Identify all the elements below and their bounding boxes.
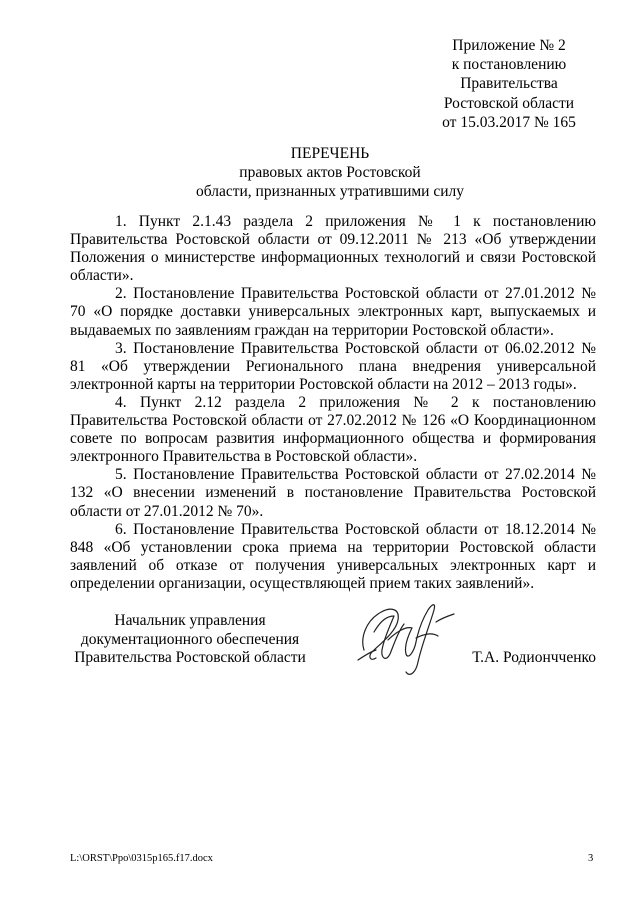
list-item: 3. Постановление Правительства Ростовской области от 06.02.2012 № 81 «Об утверждении Регионального плана внедрения универсальной электронной карты на территории Ростовской области на 2012 – 2013 годы». bbox=[70, 339, 596, 393]
list-item: 2. Постановление Правительства Ростовской области от 27.01.2012 № 70 «О порядке доставки универсальных электронных карт, выпускаемых и выдаваемых по заявлениям граждан на территории Ростовской области». bbox=[70, 285, 596, 339]
footer-file-path: L:\ORST\Ppo\0315p165.f17.docx bbox=[70, 853, 213, 864]
document-heading bbox=[70, 0, 590, 200]
acts-list bbox=[70, 213, 596, 593]
list-item: 4. Пункт 2.12 раздела 2 приложения № 2 к постановлению Правительства Ростовской области от 27.02.2012 № 126 «О Координационном совете по вопросам развития информационного общества и формирования электронного Правительства в Ростовской области». bbox=[70, 393, 596, 466]
document-subtitle-line: области, признанных утратившими силу bbox=[195, 183, 465, 200]
signatory-position-line: Правительства Ростовской области bbox=[74, 649, 306, 666]
appendix-line: к постановлению bbox=[451, 56, 567, 74]
page-number: 3 bbox=[588, 853, 594, 864]
handwritten-signature bbox=[350, 592, 460, 682]
document-subtitle-line: правовых актов Ростовской bbox=[239, 164, 421, 181]
list-item: 1. Пункт 2.1.43 раздела 2 приложения № 1 к постановлению Правительства Ростовской области от 09.12.2011 № 213 «Об утверждении Положения о министерстве информационных технологий и связи Ростовской области». bbox=[70, 213, 596, 285]
list-item: 6. Постановление Правительства Ростовской области от 18.12.2014 № 848 «Об установлении срока приема на территории Ростовской области заявлений об отказе от получения универсальных электронных карт и определении организации, осуществляющей прием таких заявлений». bbox=[70, 520, 596, 592]
appendix-line: от 15.03.2017 № 165 bbox=[442, 113, 576, 131]
list-item: 5. Постановление Правительства Ростовской области от 27.02.2014 № 132 «О внесении изменений в постановление Правительства Ростовской области от 27.01.2012 № 70». bbox=[70, 466, 596, 520]
signatory-position bbox=[70, 612, 310, 668]
appendix-line: Правительства bbox=[460, 75, 558, 93]
signatory-position-line: документационного обеспечения bbox=[80, 630, 300, 648]
signatory-position-line: Начальник управления bbox=[114, 612, 266, 629]
document-title: ПЕРЕЧЕНЬ bbox=[290, 145, 370, 162]
signatory-name: Т.А. Родиончченко bbox=[472, 649, 596, 666]
appendix-line: Ростовской области bbox=[443, 94, 575, 112]
appendix-line: Приложение № 2 bbox=[452, 37, 566, 54]
